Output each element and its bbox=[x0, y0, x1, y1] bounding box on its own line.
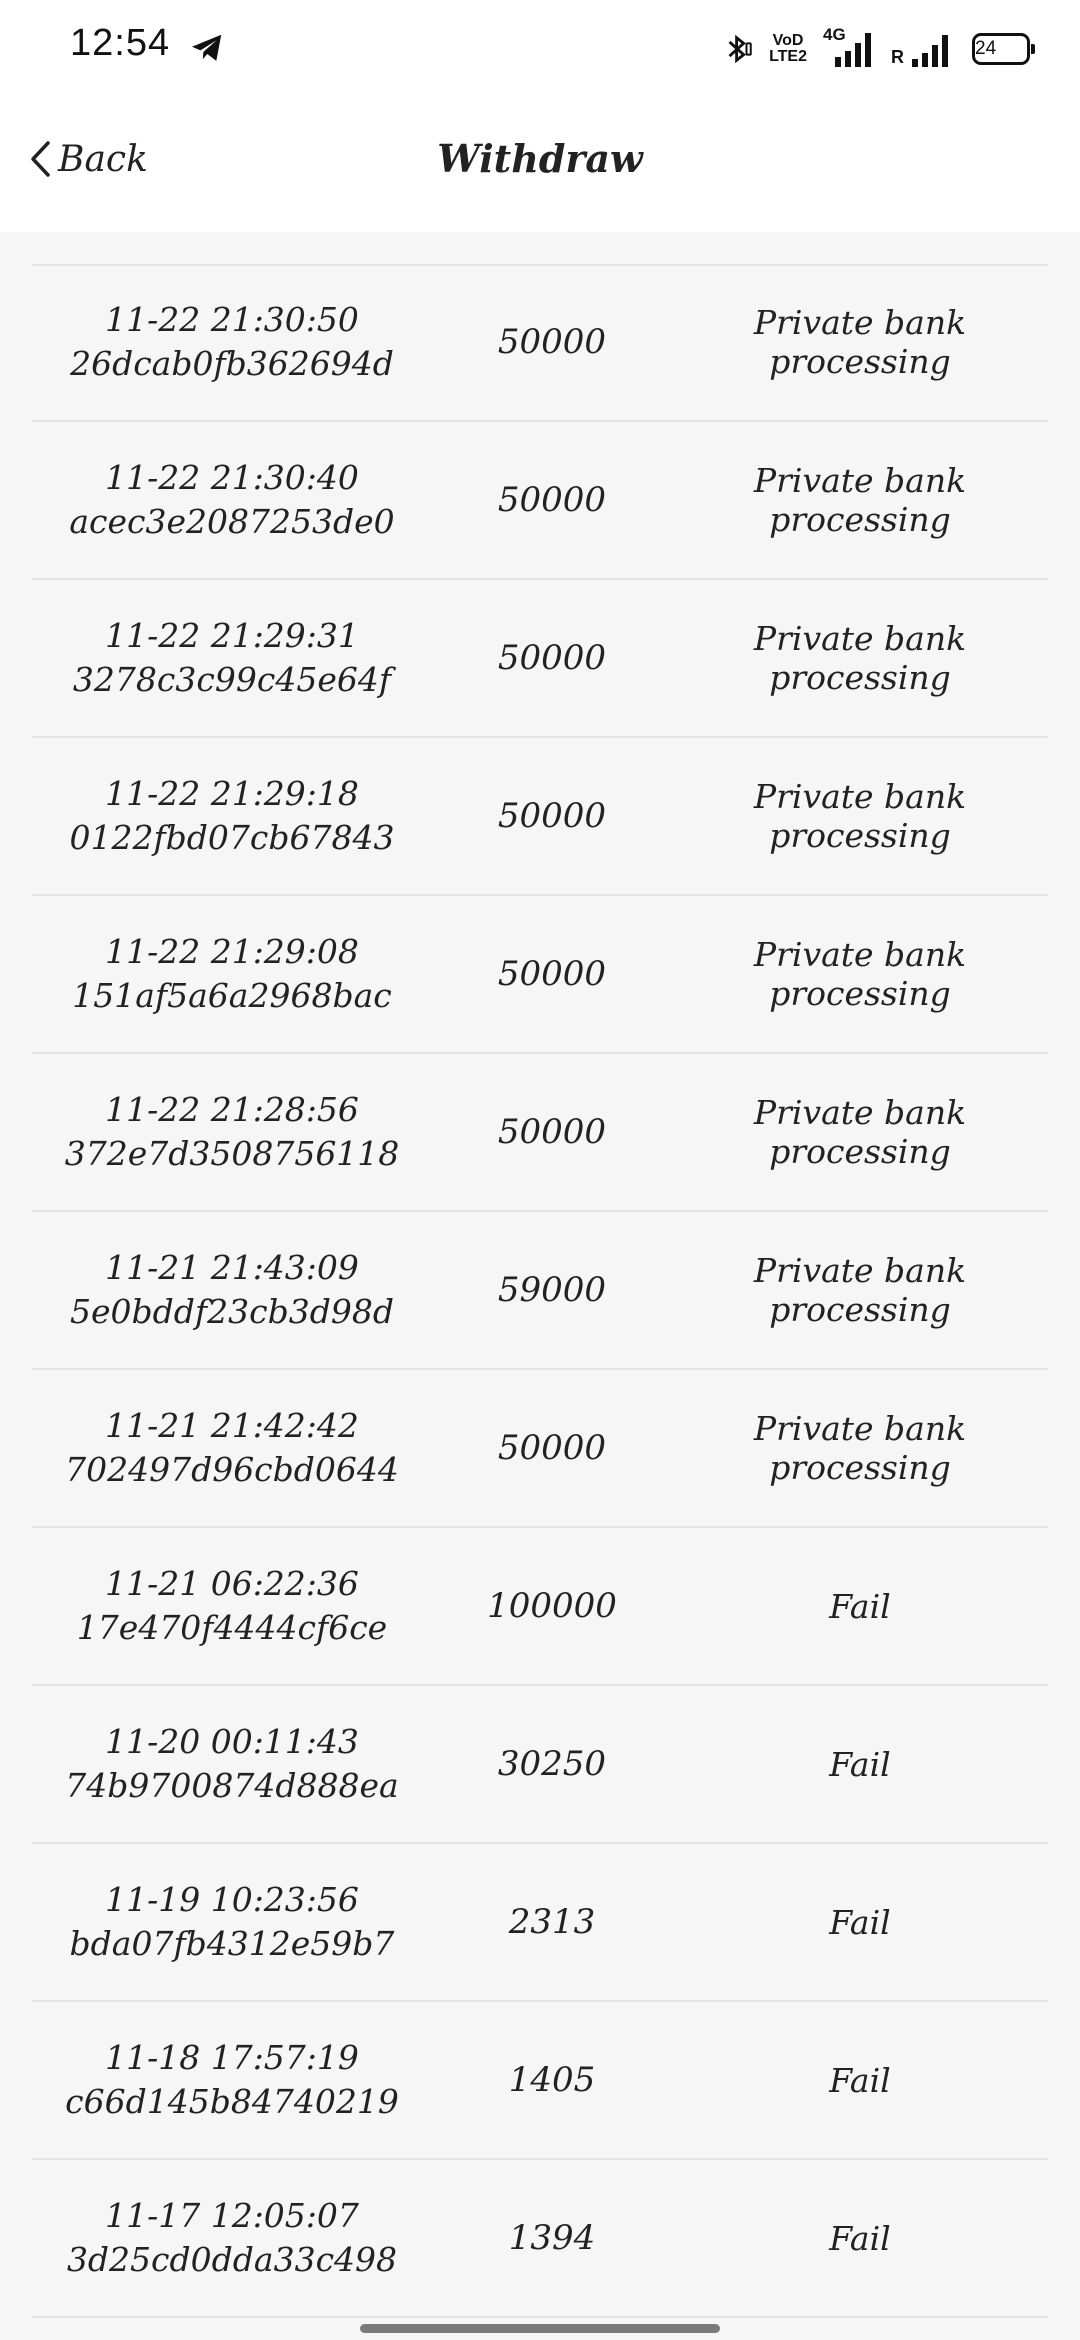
record-order-id: bda07fb4312e59b7 bbox=[69, 1924, 395, 1963]
network-type-label: 4G bbox=[823, 25, 846, 44]
record-datetime bbox=[32, 456, 432, 544]
record-amount: 50000 bbox=[497, 1428, 607, 1468]
record-order-id: acec3e2087253de0 bbox=[69, 502, 395, 541]
record-order-id: 151af5a6a2968bac bbox=[72, 976, 392, 1015]
record-datetime bbox=[32, 1088, 432, 1176]
chevron-left-icon bbox=[28, 139, 52, 179]
record-status: Private bank processing bbox=[753, 303, 967, 381]
record-status: Private bank processing bbox=[753, 1093, 967, 1171]
record-status: Fail bbox=[829, 1586, 891, 1626]
record-order-id: 3d25cd0dda33c498 bbox=[66, 2240, 398, 2279]
record-status: Fail bbox=[829, 1902, 891, 1942]
nav-bar bbox=[0, 96, 1080, 232]
record-row[interactable] bbox=[32, 1686, 1048, 1844]
record-status: Fail bbox=[829, 2060, 891, 2100]
record-order-id: c66d145b84740219 bbox=[65, 2082, 399, 2121]
record-status: Private bank processing bbox=[753, 777, 967, 855]
record-row[interactable] bbox=[32, 738, 1048, 896]
record-row[interactable] bbox=[32, 896, 1048, 1054]
record-datetime bbox=[32, 2036, 432, 2124]
record-time: 11-22 21:30:50 bbox=[105, 300, 359, 339]
record-time: 11-21 21:42:42 bbox=[105, 1406, 359, 1445]
record-datetime bbox=[32, 614, 432, 702]
record-status: Private bank processing bbox=[753, 461, 967, 539]
roaming-label: R bbox=[891, 46, 904, 67]
record-datetime bbox=[32, 1404, 432, 1492]
record-time: 11-20 00:11:43 bbox=[105, 1722, 359, 1761]
record-order-id: 26dcab0fb362694d bbox=[70, 344, 394, 383]
back-label: Back bbox=[58, 138, 148, 180]
record-order-id: 372e7d3508756118 bbox=[64, 1134, 400, 1173]
record-amount: 50000 bbox=[497, 1112, 607, 1152]
record-amount: 50000 bbox=[497, 954, 607, 994]
record-datetime bbox=[32, 2194, 432, 2282]
record-status: Private bank processing bbox=[753, 619, 967, 697]
status-icons bbox=[721, 26, 1030, 72]
record-datetime bbox=[32, 772, 432, 860]
record-time: 11-22 21:29:08 bbox=[105, 932, 359, 971]
record-order-id: 702497d96cbd0644 bbox=[65, 1450, 399, 1489]
record-order-id: 5e0bddf23cb3d98d bbox=[70, 1292, 394, 1331]
record-datetime bbox=[32, 1562, 432, 1650]
telegram-icon bbox=[188, 30, 226, 66]
record-time: 11-21 21:43:09 bbox=[105, 1248, 359, 1287]
record-amount: 30250 bbox=[497, 1744, 607, 1784]
record-time: 11-19 10:23:56 bbox=[105, 1880, 359, 1919]
signal-4g-icon bbox=[821, 25, 877, 69]
record-time: 11-17 12:05:07 bbox=[105, 2196, 359, 2235]
record-time: 11-22 21:29:18 bbox=[105, 774, 359, 813]
record-status: Private bank processing bbox=[753, 1409, 967, 1487]
record-time: 11-21 06:22:36 bbox=[105, 1564, 359, 1603]
record-row[interactable] bbox=[32, 1054, 1048, 1212]
record-status: Private bank processing bbox=[753, 935, 967, 1013]
record-amount: 59000 bbox=[497, 1270, 607, 1310]
record-datetime bbox=[32, 298, 432, 386]
record-amount: 50000 bbox=[497, 796, 607, 836]
record-amount: 50000 bbox=[497, 638, 607, 678]
record-amount: 50000 bbox=[497, 480, 607, 520]
record-amount: 100000 bbox=[487, 1586, 617, 1626]
record-time: 11-22 21:30:40 bbox=[105, 458, 359, 497]
record-order-id: 74b9700874d888ea bbox=[65, 1766, 399, 1805]
record-amount: 2313 bbox=[508, 1902, 596, 1942]
record-status: Fail bbox=[829, 1744, 891, 1784]
record-datetime bbox=[32, 1720, 432, 1808]
record-row[interactable] bbox=[32, 580, 1048, 738]
record-row[interactable] bbox=[32, 1212, 1048, 1370]
home-indicator[interactable] bbox=[360, 2324, 720, 2333]
record-row[interactable] bbox=[32, 264, 1048, 422]
record-row[interactable] bbox=[32, 1370, 1048, 1528]
record-amount: 50000 bbox=[497, 322, 607, 362]
record-time: 11-22 21:29:31 bbox=[105, 616, 359, 655]
record-time: 11-22 21:28:56 bbox=[105, 1090, 359, 1129]
record-status: Fail bbox=[829, 2218, 891, 2258]
volte-indicator: VoD LTE2 bbox=[769, 32, 807, 65]
status-time: 12:54 bbox=[70, 22, 171, 64]
record-datetime bbox=[32, 930, 432, 1018]
record-amount: 1394 bbox=[508, 2218, 596, 2258]
record-row[interactable] bbox=[32, 1528, 1048, 1686]
bluetooth-icon bbox=[721, 32, 755, 66]
record-time: 11-18 17:57:19 bbox=[105, 2038, 359, 2077]
record-datetime bbox=[32, 1246, 432, 1334]
record-order-id: 0122fbd07cb67843 bbox=[69, 818, 395, 857]
back-button[interactable] bbox=[28, 134, 148, 184]
record-row[interactable] bbox=[32, 2002, 1048, 2160]
record-order-id: 3278c3c99c45e64f bbox=[72, 660, 392, 699]
withdraw-record-list[interactable] bbox=[32, 264, 1048, 2318]
record-row[interactable] bbox=[32, 2160, 1048, 2318]
record-status: Private bank processing bbox=[753, 1251, 967, 1329]
status-bar bbox=[0, 0, 1080, 96]
record-row[interactable] bbox=[32, 1844, 1048, 2002]
page-title: Withdraw bbox=[437, 136, 643, 181]
record-order-id: 17e470f4444cf6ce bbox=[76, 1608, 388, 1647]
record-row[interactable] bbox=[32, 422, 1048, 580]
record-amount: 1405 bbox=[508, 2060, 596, 2100]
record-datetime bbox=[32, 1878, 432, 1966]
signal-roaming-icon bbox=[891, 29, 958, 69]
battery-indicator: 24 bbox=[972, 33, 1030, 65]
